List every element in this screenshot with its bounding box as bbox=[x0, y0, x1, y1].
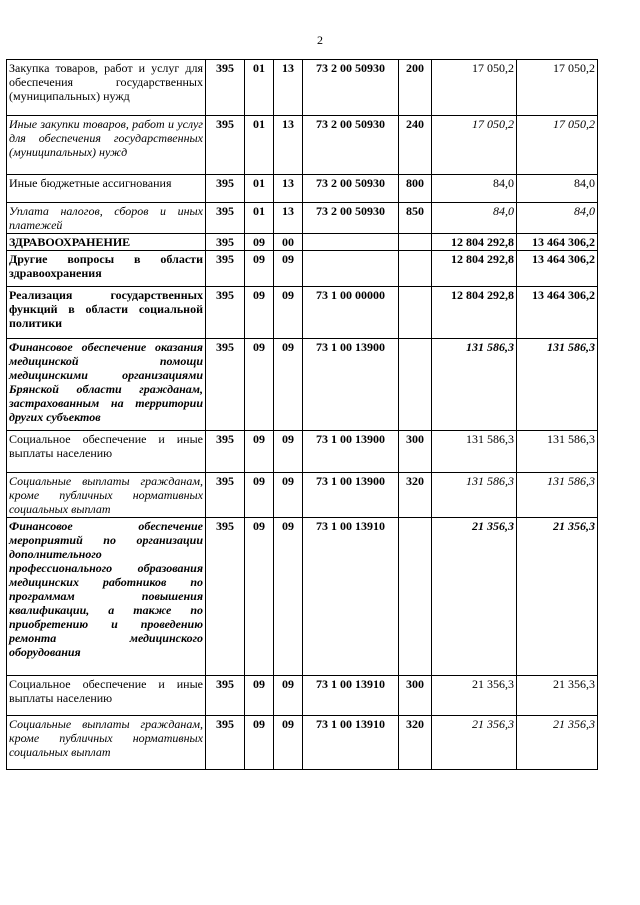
row-ministry-code: 395 bbox=[206, 676, 245, 716]
row-section-code: 09 bbox=[245, 518, 274, 676]
table-row bbox=[7, 287, 598, 339]
row-name-cell: Социальные выплаты гражданам, кроме публичных нормативных социальных выплат bbox=[7, 473, 206, 518]
row-target-article-code: 73 1 00 13900 bbox=[303, 339, 399, 431]
row-subsection-code: 13 bbox=[274, 175, 303, 203]
row-expense-type-code: 320 bbox=[399, 473, 432, 518]
row-name-cell: Социальное обеспечение и иные выплаты населению bbox=[7, 676, 206, 716]
row-expense-type-code bbox=[399, 251, 432, 287]
row-amount-year-2: 84,0 bbox=[517, 203, 598, 234]
row-amount-year-2: 13 464 306,2 bbox=[517, 234, 598, 251]
table-row bbox=[7, 518, 598, 676]
row-amount-year-1: 84,0 bbox=[432, 175, 517, 203]
row-name-cell: Финансовое обеспечение оказания медицинской помощи медицинскими организациями Брянской области гражданам, застрахованным на территории других субъектов bbox=[7, 339, 206, 431]
table-row bbox=[7, 676, 598, 716]
row-target-article-code: 73 2 00 50930 bbox=[303, 60, 399, 116]
row-subsection-code: 13 bbox=[274, 116, 303, 175]
row-subsection-code: 09 bbox=[274, 431, 303, 473]
row-amount-year-1: 21 356,3 bbox=[432, 716, 517, 770]
row-expense-type-code: 300 bbox=[399, 431, 432, 473]
row-amount-year-2: 84,0 bbox=[517, 175, 598, 203]
row-subsection-code: 09 bbox=[274, 251, 303, 287]
row-amount-year-1: 84,0 bbox=[432, 203, 517, 234]
row-subsection-code: 13 bbox=[274, 203, 303, 234]
row-section-code: 09 bbox=[245, 676, 274, 716]
row-name-cell: Закупка товаров, работ и услуг для обеспечения государственных (муниципальных) нужд bbox=[7, 60, 206, 116]
row-ministry-code: 395 bbox=[206, 175, 245, 203]
row-section-code: 09 bbox=[245, 473, 274, 518]
row-section-code: 09 bbox=[245, 431, 274, 473]
row-section-code: 09 bbox=[245, 234, 274, 251]
row-expense-type-code: 200 bbox=[399, 60, 432, 116]
row-amount-year-1: 131 586,3 bbox=[432, 473, 517, 518]
page-number: 2 bbox=[317, 33, 323, 47]
row-section-code: 01 bbox=[245, 116, 274, 175]
row-section-code: 01 bbox=[245, 203, 274, 234]
table-row bbox=[7, 339, 598, 431]
row-expense-type-code: 240 bbox=[399, 116, 432, 175]
row-section-code: 01 bbox=[245, 60, 274, 116]
row-expense-type-code: 300 bbox=[399, 676, 432, 716]
row-section-code: 09 bbox=[245, 287, 274, 339]
row-target-article-code: 73 2 00 50930 bbox=[303, 116, 399, 175]
row-amount-year-1: 12 804 292,8 bbox=[432, 251, 517, 287]
row-ministry-code: 395 bbox=[206, 60, 245, 116]
table-row bbox=[7, 251, 598, 287]
row-amount-year-1: 17 050,2 bbox=[432, 60, 517, 116]
row-name-cell: Социальное обеспечение и иные выплаты населению bbox=[7, 431, 206, 473]
row-expense-type-code bbox=[399, 287, 432, 339]
row-subsection-code: 09 bbox=[274, 473, 303, 518]
row-amount-year-1: 21 356,3 bbox=[432, 676, 517, 716]
row-ministry-code: 395 bbox=[206, 716, 245, 770]
table-row bbox=[7, 60, 598, 116]
row-amount-year-2: 17 050,2 bbox=[517, 116, 598, 175]
row-name-cell: ЗДРАВООХРАНЕНИЕ bbox=[7, 234, 206, 251]
table-row bbox=[7, 203, 598, 234]
row-subsection-code: 09 bbox=[274, 518, 303, 676]
row-amount-year-2: 21 356,3 bbox=[517, 716, 598, 770]
row-ministry-code: 395 bbox=[206, 251, 245, 287]
row-target-article-code: 73 1 00 13910 bbox=[303, 716, 399, 770]
row-expense-type-code: 850 bbox=[399, 203, 432, 234]
row-ministry-code: 395 bbox=[206, 473, 245, 518]
row-ministry-code: 395 bbox=[206, 339, 245, 431]
row-amount-year-1: 12 804 292,8 bbox=[432, 287, 517, 339]
row-subsection-code: 13 bbox=[274, 60, 303, 116]
row-amount-year-1: 131 586,3 bbox=[432, 431, 517, 473]
row-amount-year-2: 21 356,3 bbox=[517, 676, 598, 716]
table-row bbox=[7, 234, 598, 251]
table-row bbox=[7, 431, 598, 473]
row-amount-year-1: 131 586,3 bbox=[432, 339, 517, 431]
row-subsection-code: 00 bbox=[274, 234, 303, 251]
row-target-article-code bbox=[303, 251, 399, 287]
row-amount-year-2: 13 464 306,2 bbox=[517, 287, 598, 339]
row-target-article-code: 73 2 00 50930 bbox=[303, 203, 399, 234]
row-subsection-code: 09 bbox=[274, 716, 303, 770]
row-target-article-code: 73 1 00 13900 bbox=[303, 473, 399, 518]
row-target-article-code bbox=[303, 234, 399, 251]
table-row bbox=[7, 116, 598, 175]
row-name-cell: Уплата налогов, сборов и иных платежей bbox=[7, 203, 206, 234]
row-section-code: 09 bbox=[245, 251, 274, 287]
row-expense-type-code: 800 bbox=[399, 175, 432, 203]
budget-table bbox=[6, 59, 598, 770]
row-name-cell: Реализация государственных функций в области социальной политики bbox=[7, 287, 206, 339]
row-target-article-code: 73 1 00 13910 bbox=[303, 518, 399, 676]
row-amount-year-2: 17 050,2 bbox=[517, 60, 598, 116]
row-expense-type-code bbox=[399, 518, 432, 676]
row-ministry-code: 395 bbox=[206, 287, 245, 339]
row-section-code: 01 bbox=[245, 175, 274, 203]
row-amount-year-1: 21 356,3 bbox=[432, 518, 517, 676]
table-row bbox=[7, 175, 598, 203]
table-row bbox=[7, 473, 598, 518]
row-ministry-code: 395 bbox=[206, 518, 245, 676]
row-name-cell: Социальные выплаты гражданам, кроме публичных нормативных социальных выплат bbox=[7, 716, 206, 770]
row-target-article-code: 73 2 00 50930 bbox=[303, 175, 399, 203]
row-amount-year-1: 12 804 292,8 bbox=[432, 234, 517, 251]
row-amount-year-2: 131 586,3 bbox=[517, 339, 598, 431]
row-ministry-code: 395 bbox=[206, 203, 245, 234]
table-row bbox=[7, 716, 598, 770]
row-ministry-code: 395 bbox=[206, 234, 245, 251]
row-name-cell: Другие вопросы в области здравоохранения bbox=[7, 251, 206, 287]
row-expense-type-code bbox=[399, 234, 432, 251]
row-amount-year-2: 13 464 306,2 bbox=[517, 251, 598, 287]
row-name-cell: Финансовое обеспечение мероприятий по организации дополнительного профессионального образования медицинских работников по программам повышения квалификации, а также по приобретению и проведению ремонта медицинского оборудования bbox=[7, 518, 206, 676]
row-ministry-code: 395 bbox=[206, 116, 245, 175]
row-amount-year-2: 131 586,3 bbox=[517, 473, 598, 518]
row-target-article-code: 73 1 00 00000 bbox=[303, 287, 399, 339]
row-subsection-code: 09 bbox=[274, 287, 303, 339]
row-subsection-code: 09 bbox=[274, 676, 303, 716]
row-amount-year-2: 131 586,3 bbox=[517, 431, 598, 473]
row-expense-type-code bbox=[399, 339, 432, 431]
row-ministry-code: 395 bbox=[206, 431, 245, 473]
row-amount-year-2: 21 356,3 bbox=[517, 518, 598, 676]
row-target-article-code: 73 1 00 13900 bbox=[303, 431, 399, 473]
row-amount-year-1: 17 050,2 bbox=[432, 116, 517, 175]
row-subsection-code: 09 bbox=[274, 339, 303, 431]
row-section-code: 09 bbox=[245, 339, 274, 431]
row-section-code: 09 bbox=[245, 716, 274, 770]
row-target-article-code: 73 1 00 13910 bbox=[303, 676, 399, 716]
row-expense-type-code: 320 bbox=[399, 716, 432, 770]
row-name-cell: Иные бюджетные ассигнования bbox=[7, 175, 206, 203]
row-name-cell: Иные закупки товаров, работ и услуг для обеспечения государственных (муниципальных) нужд bbox=[7, 116, 206, 175]
